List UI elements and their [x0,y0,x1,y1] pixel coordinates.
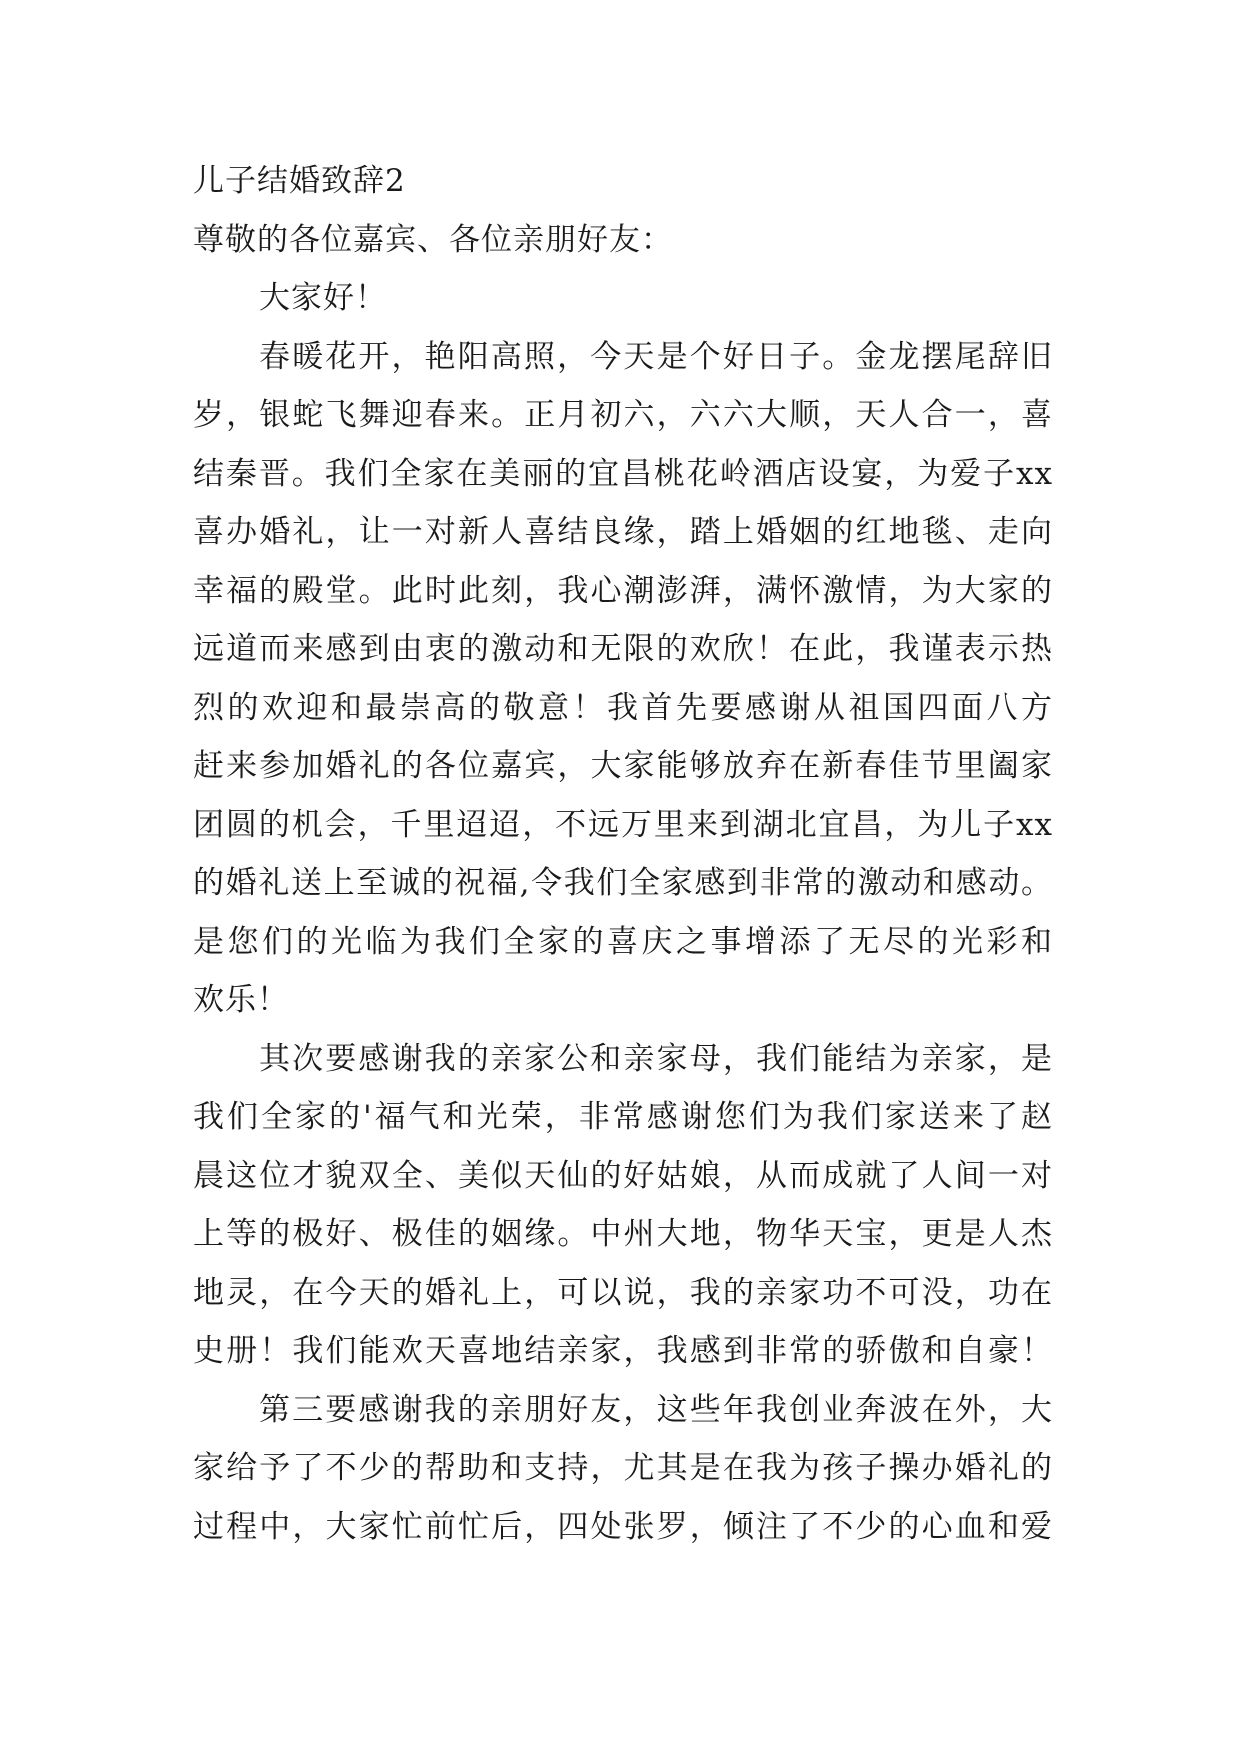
paragraph-line: 赶来参加婚礼的各位嘉宾，大家能够放弃在新春佳节里阖家 [193,748,1053,784]
paragraph-line: 晨这位才貌双全、美似天仙的好姑娘，从而成就了人间一对 [193,1157,1053,1194]
paragraph-line: 喜办婚礼，让一对新人喜结良缘，踏上婚姻的红地毯、走向 [193,514,1053,550]
paragraph-line: 团圆的机会，千里迢迢，不远万里来到湖北宜昌，为儿子xx [193,806,1053,843]
document-title: 儿子结婚致辞2 [193,163,406,199]
greeting: 大家好！ [259,280,387,316]
paragraph-line: 幸福的殿堂。此时此刻，我心潮澎湃，满怀激情，为大家的 [193,572,1053,609]
paragraph-line: 的婚礼送上至诚的祝福,令我们全家感到非常的激动和感动。 [193,865,1053,901]
paragraph-line: 家给予了不少的帮助和支持，尤其是在我为孩子操办婚礼的 [193,1450,1053,1486]
paragraph-line: 结秦晋。我们全家在美丽的宜昌桃花岭酒店设宴，为爱子xx [193,455,1053,492]
paragraph-line: 春暖花开，艳阳高照，今天是个好日子。金龙摆尾辞旧 [259,338,1053,375]
paragraph-line: 是您们的光临为我们全家的喜庆之事增添了无尽的光彩和 [193,923,1053,960]
paragraph-line: 地灵，在今天的婚礼上，可以说，我的亲家功不可没，功在 [193,1274,1053,1311]
paragraph-line: 过程中，大家忙前忙后，四处张罗，倾注了不少的心血和爱 [193,1508,1053,1545]
paragraph-line: 上等的极好、极佳的姻缘。中州大地，物华天宝，更是人杰 [193,1216,1053,1252]
paragraph-line: 我们全家的'福气和光荣，非常感谢您们为我们家送来了赵 [193,1099,1053,1135]
paragraph-line: 烈的欢迎和最崇高的敬意！我首先要感谢从祖国四面八方 [193,689,1053,726]
salutation: 尊敬的各位嘉宾、各位亲朋好友： [193,221,673,258]
paragraph-line: 史册！我们能欢天喜地结亲家，我感到非常的骄傲和自豪！ [193,1333,1053,1369]
paragraph-line: 欢乐！ [193,982,289,1018]
paragraph-line: 远道而来感到由衷的激动和无限的欢欣！在此，我谨表示热 [193,631,1053,667]
paragraph-line: 第三要感谢我的亲朋好友，这些年我创业奔波在外，大 [259,1391,1053,1428]
paragraph-line: 岁，银蛇飞舞迎春来。正月初六，六六大顺，天人合一，喜 [193,397,1053,433]
paragraph-line: 其次要感谢我的亲家公和亲家母，我们能结为亲家，是 [259,1040,1053,1077]
document-body [193,152,1053,1556]
